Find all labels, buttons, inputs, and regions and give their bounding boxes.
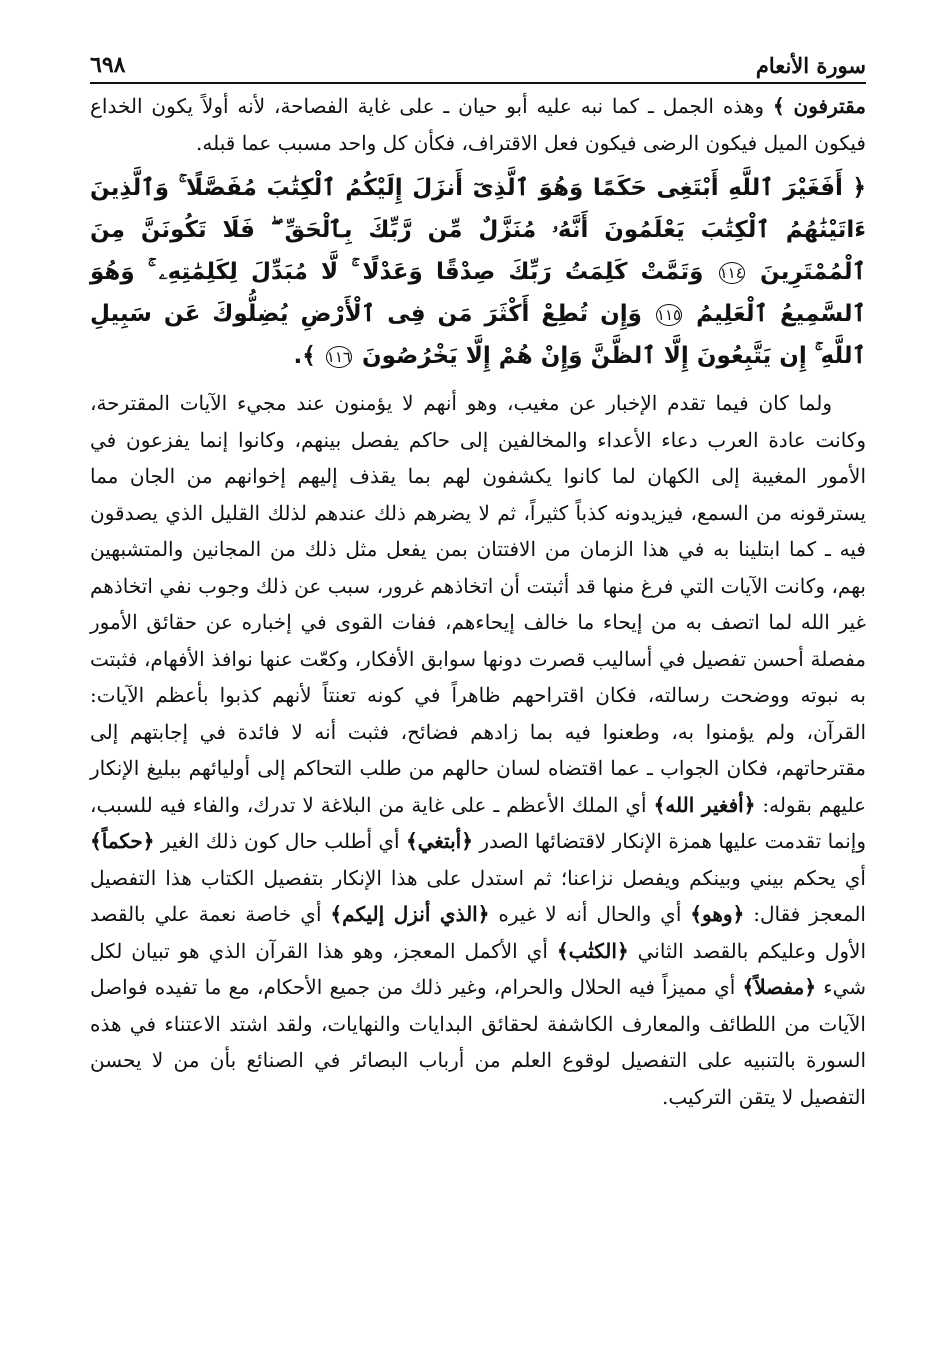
commentary-text-5: أي والحال أنه لا غيره <box>498 902 682 926</box>
quoted-phrase-wahuwa: ﴿وهو﴾ <box>690 902 745 926</box>
commentary-text-4: أي يحكم بيني وبينكم ويفصل نزاعنا؛ ثم استدل على هذا الإنكار بتفصيل الكتاب هذا التفصيل المعجز فقال: <box>90 865 866 926</box>
quoted-phrase-mufassalan: ﴿مفصلاً﴾ <box>742 975 817 999</box>
ayah-number-116: ١١٦ <box>326 347 351 366</box>
ayah-number-114: ١١٤ <box>719 263 744 282</box>
header-divider <box>90 82 866 84</box>
commentary-text-1: ولما كان فيما تقدم الإخبار عن مغيب، وهو أنهم لا يؤمنون عند مجيء الآيات المقترحة، وكانت عادة العرب دعاء الأعداء والمخالفين إلى حاكم يفصل بينهم، وكانوا إنما يفزعون في الأمور المغيبة إلى الكهان لما كانوا يكشفون لهم بما يقذف إليهم إخوانهم من الجان مما يسترقونه من السمع، فيزيدونه كذباً كثيراً، ثم لا يضرهم ذلك عندهم لذلك القليل الذي يصدقون فيه ـ كما ابتلينا به في هذا الزمان من الافتتان بمن يفعل مثل ذلك من المجانين والمتشبهين بهم، وكانت الآيات التي فرغ منها قد أثبتت أن اتخاذهم غرور، سبب عن ذلك وجوب نفي اتخاذهم غير الله لما اتصف به من إيحاء ما خالف إيحاءهم، ففات القوى في إخباره عن حقائق الأمور مفصلة أحسن تفصيل في أساليب قصرت دونها سوابق الأفكار، وكعّت عنها نوافذ الأفهام، فثبتت به نبوته ووضحت رسالته، فكان اقتراحهم ظاهراً في كونه تعنتاً لأنهم كذبوا بأعظم الآيات: القرآن، ولم يؤمنوا به، وطعنوا فيه بما زادهم فضائح، فثبت أنه لا فائدة في إجابتهم إلى مقترحاتهم، فكان الجواب ـ عما اقتضاه لسان حالهم من طلب التحاكم إلى أوليائهم ببليغ الإنكار عليهم بقوله: <box>90 391 867 817</box>
surah-title: سورة الأنعام <box>755 53 866 78</box>
quran-close-bracket: ﴾ <box>302 343 316 369</box>
quran-verse-114: أَفَغَيْرَ ٱللَّهِ أَبْتَغِى حَكَمًا وَهُوَ ٱلَّذِىٓ أَنزَلَ إِلَيْكُمُ ٱلْكِتَٰبَ مُفَصَّلًا ۚ وَٱلَّذِينَ ءَاتَيْنَٰهُمُ ٱلْكِتَٰبَ يَعْلَمُونَ أَنَّهُۥ مُنَزَّلٌ مِّن رَّبِّكَ بِٱلْحَقِّ ۖ فَلَا تَكُونَنَّ مِنَ ٱلْمُمْتَرِينَ <box>90 175 866 285</box>
quran-open-bracket: ﴿ <box>852 175 866 201</box>
quoted-phrase-afaghayra-allah: ﴿أفغير الله﴾ <box>653 792 756 817</box>
intro-text: وهذه الجمل ـ كما نبه عليه أبو حيان ـ على غاية الفصاحة، لأنه أولاً يكون الخداع فيكون الميل فيكون الرضى فيكون فعل الاقتراف، فكأن كل واحد مسبب عما قبله. <box>90 94 866 155</box>
quoted-phrase-alladhi-anzala: ﴿الذي أنزل إليكم﴾ <box>330 902 490 926</box>
ayah-number-115: ١١٥ <box>656 305 682 324</box>
quoted-phrase-alkitab: ﴿الكتٰب﴾ <box>556 938 629 963</box>
commentary-paragraph <box>90 385 866 1115</box>
commentary-text-6: أي خاصة نعمة علي بالقصد الأول وعليكم بالقصد الثاني <box>90 902 867 963</box>
commentary-text-2: أي الملك الأعظم ـ على غاية من البلاغة لا تدرك، والفاء فيه للسبب، وإنما تقدمت عليها همزة الإنكار لاقتضائها الصدر <box>90 792 867 853</box>
page-body <box>90 88 866 1115</box>
page-number: ٦٩٨ <box>90 52 126 78</box>
quran-verse-116: وَإِن تُطِعْ أَكْثَرَ مَن فِى ٱلْأَرْضِ يُضِلُّوكَ عَن سَبِيلِ ٱللَّهِ ۚ إِن يَتَّبِعُونَ إِلَّا ٱلظَّنَّ وَإِنْ هُمْ إِلَّا يَخْرُصُونَ <box>90 301 866 369</box>
intro-lead-word: مقترفون <box>793 94 866 118</box>
commentary-text-7: أي الأكمل المعجز، وهو هذا القرآن الذي هو تبيان لكل شيء <box>90 938 867 999</box>
page-header <box>90 38 866 78</box>
commentary-text-8: أي مميزاً فيه الحلال والحرام، وغير ذلك من جميع الأحكام، مع ما تفيده فواصل الآيات من اللطائف والمعارف الكاشفة لحقائق البدايات والنهايات، ولقد اشتد الاعتناء في هذه السورة بالتنبيه على التفصيل لوقوع العلم من أرباب البصائر في الصنائع بأن من لا يحسن التفصيل لا يتقن التركيب. <box>90 975 866 1109</box>
commentary-text-3: أي أطلب حال كون ذلك الغير <box>160 829 400 853</box>
quran-verse-115: وَتَمَّتْ كَلِمَتُ رَبِّكَ صِدْقًا وَعَدْلًا ۚ لَّا مُبَدِّلَ لِكَلِمَٰتِهِۦ ۚ وَهُوَ ٱلسَّمِيعُ ٱلْعَلِيمُ <box>90 259 867 327</box>
intro-paragraph <box>90 88 866 161</box>
intro-close-bracket: ﴾ <box>772 94 785 118</box>
quoted-phrase-abtaghi: ﴿أبتغي﴾ <box>406 829 473 853</box>
quoted-phrase-hakaman: ﴿حكماً﴾ <box>90 829 155 853</box>
quran-verses <box>90 167 866 377</box>
quran-end-period: . <box>293 343 303 369</box>
